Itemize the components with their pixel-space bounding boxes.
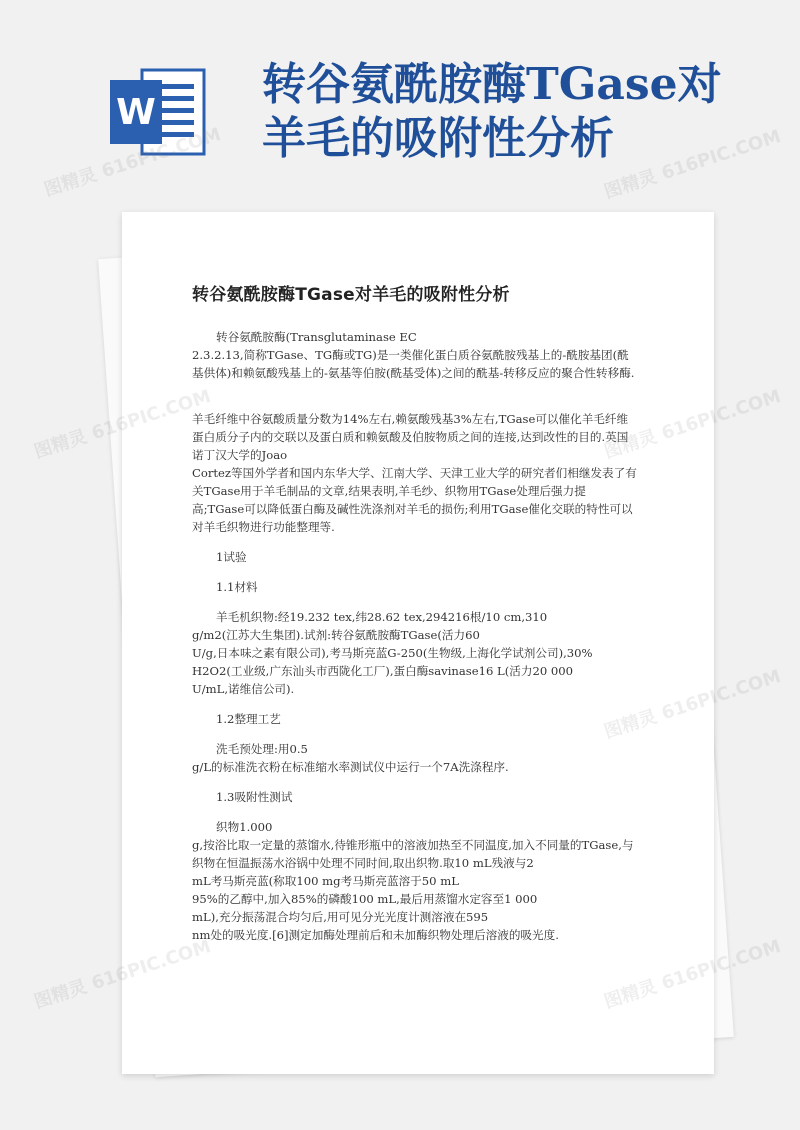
section-heading: 1试验 bbox=[216, 550, 247, 564]
paragraph: 洗毛预处理:用0.5 bbox=[216, 742, 308, 756]
document-title: 转谷氨酰胺酶TGase对羊毛的吸附性分析 bbox=[192, 285, 510, 305]
watermark: 616PIC.COM bbox=[659, 385, 784, 445]
paragraph: g,按浴比取一定量的蒸馏水,待锥形瓶中的溶液加热至不同温度,加入不同量的TGase,与织物在恒温振荡水浴锅中处理不同时间,取出织物.取10 mL残液与2 bbox=[192, 838, 634, 870]
paragraph: 2.3.2.13,简称TGase、TG酶或TG)是一类催化蛋白质谷氨酰胺残基上的-酰胺基团(酰基供体)和赖氨酸残基上的-氨基等伯胺(酰基受体)之间的酰基-转移反应的聚合性转移酶. bbox=[192, 348, 635, 380]
word-document-icon bbox=[108, 66, 210, 158]
svg-text:W: W bbox=[116, 92, 156, 133]
document-body bbox=[192, 328, 638, 944]
paragraph: g/m2(江苏大生集团).试剂:转谷氨酰胺酶TGase(活力60 bbox=[192, 628, 480, 642]
watermark: 图精灵 bbox=[31, 976, 90, 1013]
paragraph: U/g,日本味之素有限公司),考马斯亮蓝G-250(生物级,上海化学试剂公司),30% bbox=[192, 646, 593, 660]
paragraph: mL考马斯亮蓝(称取100 mg考马斯亮蓝溶于50 mL bbox=[192, 874, 459, 888]
paragraph: H2O2(工业级,广东汕头市西陇化工厂),蛋白酶savinase16 L(活力20 000 bbox=[192, 664, 574, 678]
section-heading: 1.1材料 bbox=[216, 580, 258, 594]
document-page bbox=[122, 212, 714, 1074]
paragraph: 羊毛机织物:经19.232 tex,纬28.62 tex,294216根/10 cm,310 bbox=[216, 610, 548, 624]
paragraph: 95%的乙醇中,加入85%的磷酸100 mL,最后用蒸馏水定容至1 000 bbox=[192, 892, 538, 906]
section-heading: 1.2整理工艺 bbox=[216, 712, 281, 726]
watermark: 616PIC.COM bbox=[659, 665, 784, 725]
paragraph: 转谷氨酰胺酶(Transglutaminase EC bbox=[216, 330, 417, 344]
watermark: 图精灵 616PIC.COM bbox=[41, 123, 224, 201]
paragraph: U/mL,诺维信公司). bbox=[192, 682, 295, 696]
paragraph: 织物1.000 bbox=[216, 820, 273, 834]
watermark: 图精灵 bbox=[31, 426, 90, 463]
paragraph: mL),充分振荡混合均匀后,用可见分光光度计测溶液在595 bbox=[192, 910, 489, 924]
banner bbox=[0, 0, 800, 210]
paragraph: g/L的标准洗衣粉在标准缩水率测试仪中运行一个7A洗涤程序. bbox=[192, 760, 509, 774]
paragraph: nm处的吸光度.[6]测定加酶处理前后和未加酶织物处理后溶液的吸光度. bbox=[192, 928, 559, 942]
paragraph: Cortez等国外学者和国内东华大学、江南大学、天津工业大学的研究者们相继发表了有关TGase用于羊毛制品的文章,结果表明,羊毛纱、织物用TGase处理后强力提高;TGase可以降低蛋白酶及碱性洗涤剂对羊毛的损伤;利用TGase催化交联的特性可以对羊毛织物进行功能整理等. bbox=[192, 466, 637, 534]
watermark: 图精灵 616PIC.COM bbox=[601, 125, 784, 203]
paragraph: 羊毛纤维中谷氨酸质量分数为14%左右,赖氨酸残基3%左右,TGase可以催化羊毛纤维蛋白质分子内的交联以及蛋白质和赖氨酸及伯胺物质之间的连接,达到改性的目的.英国诺丁汉大学的Joao bbox=[192, 412, 629, 462]
banner-title: 转谷氨酰胺酶TGase对羊毛的吸附性分析 bbox=[262, 59, 722, 164]
section-heading: 1.3吸附性测试 bbox=[216, 790, 293, 804]
